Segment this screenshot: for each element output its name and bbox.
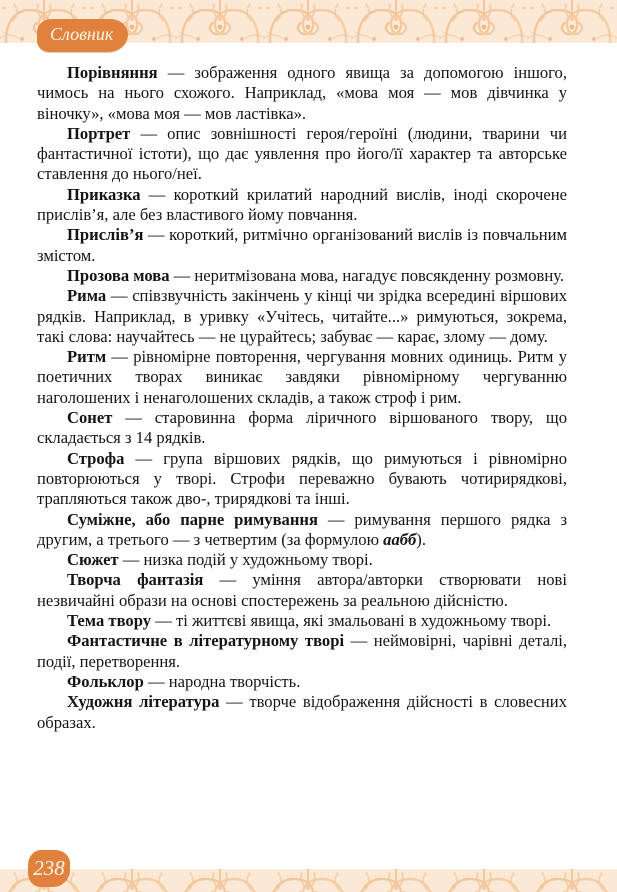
glossary-entry: Сонет — старовинна форма ліричного віршованого твору, що складається з 14 рядків. (37, 408, 567, 448)
glossary-list (37, 63, 567, 733)
glossary-entry: Тема твору — ті життєві явища, які змальовані в художньому творі. (67, 611, 552, 631)
section-badge-label: Словник (50, 24, 114, 44)
glossary-entry: Ритм — рівномірне повторення, чергування мовних одиниць. Ритм у поетичних творах виникає завдяки рівномірному чергуванню наголошених і ненаголошених складів, а також строф і рим. (37, 347, 567, 407)
section-badge (37, 19, 128, 52)
glossary-entry: Прозова мова — неритмізована мова, нагадує повсякденну розмовну. (67, 265, 565, 285)
glossary-entry: Художня література — творче відображення дійсності в словесних образах. (37, 692, 567, 732)
page-number: 238 (33, 856, 65, 880)
glossary-term: Рима (67, 286, 107, 306)
glossary-term: Приказка (67, 184, 141, 204)
page-number-badge (28, 850, 70, 887)
glossary-term: Фольклор (67, 671, 144, 691)
glossary-entry: Порівняння — зображення одного явища за допомогою іншого, чимось на нього схожого. Наприклад, «мова моя — мов дівчинка у віночку», «мова моя — мов ластівка». (37, 63, 567, 123)
ornamental-footer-band (0, 869, 617, 892)
glossary-entry: Фантастичне в літературному творі — неймовірні, чарівні деталі, події, перетворення. (37, 631, 567, 671)
glossary-term: Сюжет (67, 550, 119, 570)
glossary-entry: Приказка — короткий крилатий народний вислів, іноді скорочене прислів’я, але без властивого йому повчання. (37, 184, 567, 225)
ornament-pattern-bottom (0, 869, 617, 892)
glossary-formula: аабб (383, 529, 417, 549)
glossary-term: Фантастичне в літературному творі (67, 631, 345, 651)
glossary-term: Портрет (67, 123, 131, 143)
glossary-entry: Фольклор — народна творчість. (67, 671, 301, 691)
glossary-entry: Прислів’я — короткий, ритмічно організований вислів із повчальним змістом. (37, 225, 567, 265)
glossary-term: Тема твору (67, 611, 152, 631)
glossary-entry: Творча фантазія — уміння автора/авторки створювати нові незвичайні образи на основі спостережень за реальною дійсністю. (37, 570, 567, 610)
glossary-entry: Строфа — група віршових рядків, що римуються і рівномірно повторюються у творі. Строфи переважно бувають чотирирядкові, трапляються також дво-, трирядкові та інші. (37, 448, 567, 509)
glossary-term: Прозова мова (67, 265, 170, 285)
glossary-term: Суміжне, або парне римування (67, 509, 318, 529)
glossary-entry: Рима — співзвучність закінчень у кінці чи зрідка всередині віршових рядків. Наприклад, в уривку «Учітесь, читайте...» римуються, зокрема, такі слова: научайтесь — не цурайтесь; забуває — карає, злому — дому. (37, 286, 567, 346)
glossary-term: Порівняння (67, 63, 158, 82)
glossary-entry: Суміжне, або парне римування — римування першого рядка з другим, а третього — з четвертим (за формулою аабб). (37, 509, 568, 549)
glossary-entry: Портрет — опис зовнішності героя/героїні (людини, тварини чи фантастичної істоти), що дає уявлення про його/її характер та авторське ставлення до нього/неї. (37, 123, 567, 184)
glossary-entry: Сюжет — низка подій у художньому творі. (67, 550, 373, 570)
glossary-term: Ритм (67, 347, 107, 367)
glossary-term: Строфа (67, 448, 125, 468)
glossary-term: Художня література (67, 692, 220, 712)
glossary-term: Творча фантазія (67, 570, 204, 590)
glossary-term: Сонет (67, 408, 113, 428)
glossary-term: Прислів’я (67, 225, 144, 245)
